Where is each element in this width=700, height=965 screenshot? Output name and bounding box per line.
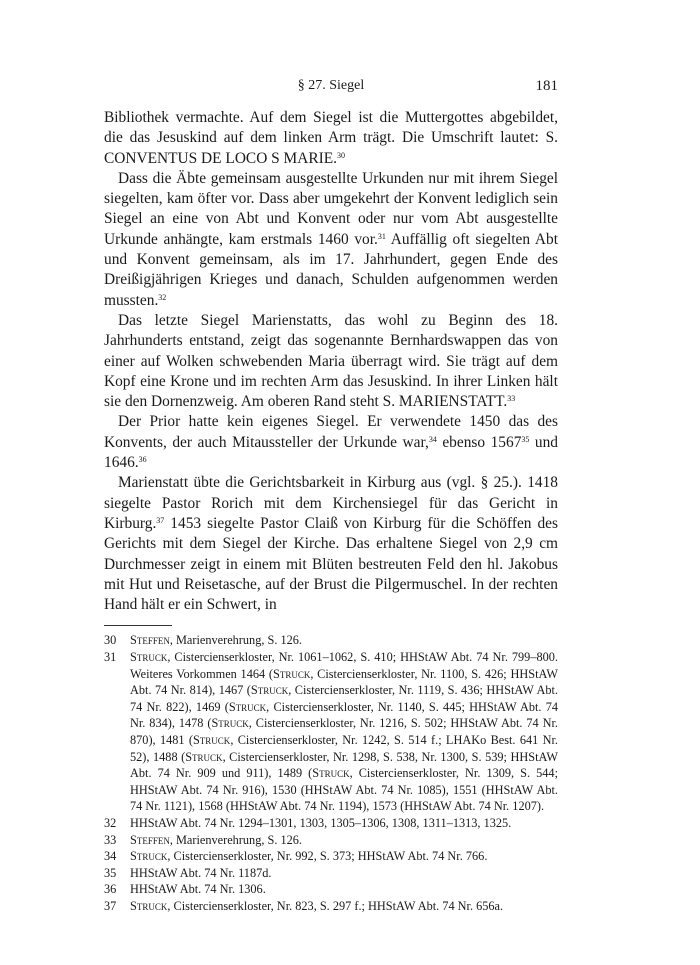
text-run: , Cistercienserkloster, Nr. 992, S. 373; HHStAW Abt. 74 Nr. 766. — [167, 849, 488, 864]
footnote-ref: 30 — [337, 150, 346, 160]
footnote — [104, 898, 558, 915]
text-run: Das letzte Siegel Marienstatts, das wohl zu Beginn des 18. Jahrhunderts entstand, zeigt das sogenannte Bernhardswappen das von einer auf Wolken schwebenden Maria überragt wird. Sie trägt auf dem Kopf eine Krone und im rechten Arm das Jesuskind. In ihrer Linken hält sie den Dornenzweig. Am oberen Rand steht S. MARIENSTATT. — [104, 311, 558, 411]
text-run: HHStAW Abt. 74 Nr. 1187d. — [130, 865, 272, 880]
author-name: Struck — [130, 898, 168, 913]
footnote-text — [130, 865, 558, 882]
footnote-ref: 37 — [156, 515, 165, 525]
book-page — [104, 74, 558, 915]
author-name: Struck — [185, 749, 223, 764]
text-run: HHStAW Abt. 74 Nr. 1306. — [130, 882, 266, 897]
footnote-number: 34 — [104, 849, 117, 864]
running-header — [104, 74, 558, 98]
author-name: Struck — [250, 683, 289, 698]
text-run: , Cistercienserkloster, Nr. 1061–1062, S. 410; HHStAW Abt. 74 Nr. 799–800. Weiteres Vorkommen 1464 ( — [130, 650, 558, 681]
footnote-number: 33 — [104, 832, 117, 847]
main-text — [104, 108, 558, 615]
paragraph — [104, 412, 558, 473]
text-run: 1453 siegelte Pastor Claiß von Kirburg für die Schöffen des Gerichts mit dem Siegel der Kirche. Das erhaltene Siegel von 2,9 cm Durchmesser zeigt in einem mit Blüten bestreuten Feld den hl. Jakobus mit Hut und Reisetasche, auf der Brust die Pilgermuschel. In der rechten Hand hält er ein Schwert, in — [104, 514, 558, 614]
footnote-text — [130, 881, 558, 898]
footnote-text — [130, 898, 558, 915]
text-run: , Cistercienserkloster, Nr. 1242, S. 514 f.; LHAKo Best. 641 Nr. 52), 1488 ( — [130, 732, 558, 764]
paragraph — [104, 473, 558, 615]
footnote-text — [130, 632, 558, 649]
footnote — [104, 865, 558, 882]
text-run: Dass die Äbte gemeinsam ausgestellte Urkunden nur mit ihrem Siegel siegelten, kam öfter vor. Dass aber umgekehrt der Konvent lediglich sein Siegel an eine von Abt und Konvent oder nur vom Abt ausgestellte Urkunde anhängte, kam erstmals 1460 vor. — [104, 169, 558, 248]
text-run: , Cistercienserkloster, Nr. 823, S. 297 f.; HHStAW Abt. 74 Nr. 656a. — [167, 898, 504, 913]
text-run: , Cistercienserkloster, Nr. 1309, S. 544; HHStAW Abt. 74 Nr. 916), 1530 (HHStAW Abt. 74 Nr. 1085), 1551 (HHStAW Abt. 74 Nr. 1121), 1568 (HHStAW Abt. 74 Nr. 1194), 1573 (HHStAW Abt. 74 Nr. 1207). — [130, 766, 558, 814]
footnote — [104, 632, 558, 649]
footnote-number: 31 — [104, 650, 117, 665]
footnote-number: 30 — [104, 633, 117, 648]
author-name: Steffen — [130, 633, 170, 648]
text-run: , Marienverehrung, S. 126. — [169, 633, 303, 648]
text-run: Auffällig oft siegelten Abt und Konvent gemeinsam, als im 17. Jahrhundert, gegen Ende des Dreißigjährigen Krieges und danach, Schulden aufgenommen werden mussten. — [104, 230, 558, 309]
text-run: Der Prior hatte kein eigenes Siegel. Er verwendete 1450 das des Konvents, der auch Mitaussteller der Urkunde war, — [104, 413, 558, 451]
footnote-text — [130, 815, 558, 832]
text-run: , Cistercienserkloster, Nr. 1100, S. 426; HHStAW Abt. 74 Nr. 814), 1467 ( — [130, 666, 558, 698]
paragraph — [104, 108, 558, 169]
author-name: Steffen — [130, 832, 170, 847]
section-title: § 27. Siegel — [297, 78, 365, 93]
footnote — [104, 832, 558, 849]
text-run: HHStAW Abt. 74 Nr. 1294–1301, 1303, 1305–1306, 1308, 1311–1313, 1325. — [130, 815, 512, 830]
footnote-ref: 33 — [507, 394, 516, 404]
footnote-number: 36 — [104, 882, 117, 897]
paragraph — [104, 169, 558, 311]
footnote-number: 35 — [104, 865, 117, 880]
author-name: Struck — [228, 699, 267, 714]
footnote-ref: 32 — [158, 292, 167, 302]
author-name: Struck — [130, 849, 168, 864]
text-run: ebenso 1567 — [436, 433, 522, 451]
text-run: , Marienverehrung, S. 126. — [169, 832, 303, 847]
footnote-divider — [104, 625, 172, 626]
paragraph — [104, 311, 558, 412]
footnote — [104, 815, 558, 832]
footnote-ref: 31 — [377, 231, 386, 241]
footnote-text — [130, 649, 558, 815]
footnote-number: 32 — [104, 815, 117, 830]
author-name: Struck — [211, 716, 249, 731]
text-run: , Cistercienserkloster, Nr. 1140, S. 445; HHStAW Abt. 74 Nr. 834), 1478 ( — [130, 699, 558, 731]
text-run: und 1646. — [104, 433, 558, 472]
footnotes — [104, 632, 558, 914]
author-name: Struck — [192, 732, 231, 747]
page-number: 181 — [535, 78, 558, 94]
footnote — [104, 881, 558, 898]
footnote — [104, 649, 558, 815]
text-run: Marienstatt übte die Gerichtsbarkeit in Kirburg aus (vgl. § 25.). 1418 siegelte Pastor Rorich mit dem Kirchensiegel für das Gericht in Kirburg. — [104, 474, 558, 532]
footnote-ref: 35 — [521, 434, 530, 444]
text-run: , Cistercienserkloster, Nr. 1298, S. 538, Nr. 1300, S. 539; HHStAW Abt. 74 Nr. 909 und 911), 1489 ( — [130, 749, 558, 781]
footnote — [104, 848, 558, 865]
author-name: Struck — [312, 766, 350, 781]
text-run: , Cistercienserkloster, Nr. 1216, S. 502; HHStAW Abt. 74 Nr. 870), 1481 ( — [130, 716, 558, 747]
author-name: Struck — [130, 650, 168, 665]
author-name: Struck — [272, 666, 311, 681]
text-run: Bibliothek vermachte. Auf dem Siegel ist die Muttergottes abgebildet, die das Jesuskind auf dem linken Arm trägt. Die Umschrift lautet: S. CONVENTUS DE LOCO S MARIE. — [104, 109, 558, 167]
footnote-text — [130, 848, 558, 865]
footnote-number: 37 — [104, 898, 117, 913]
text-run: , Cistercienserkloster, Nr. 1119, S. 436; HHStAW Abt. 74 Nr. 822), 1469 ( — [130, 683, 558, 714]
footnote-ref: 34 — [428, 434, 437, 444]
footnote-ref: 36 — [138, 455, 147, 465]
footnote-text — [130, 832, 558, 849]
